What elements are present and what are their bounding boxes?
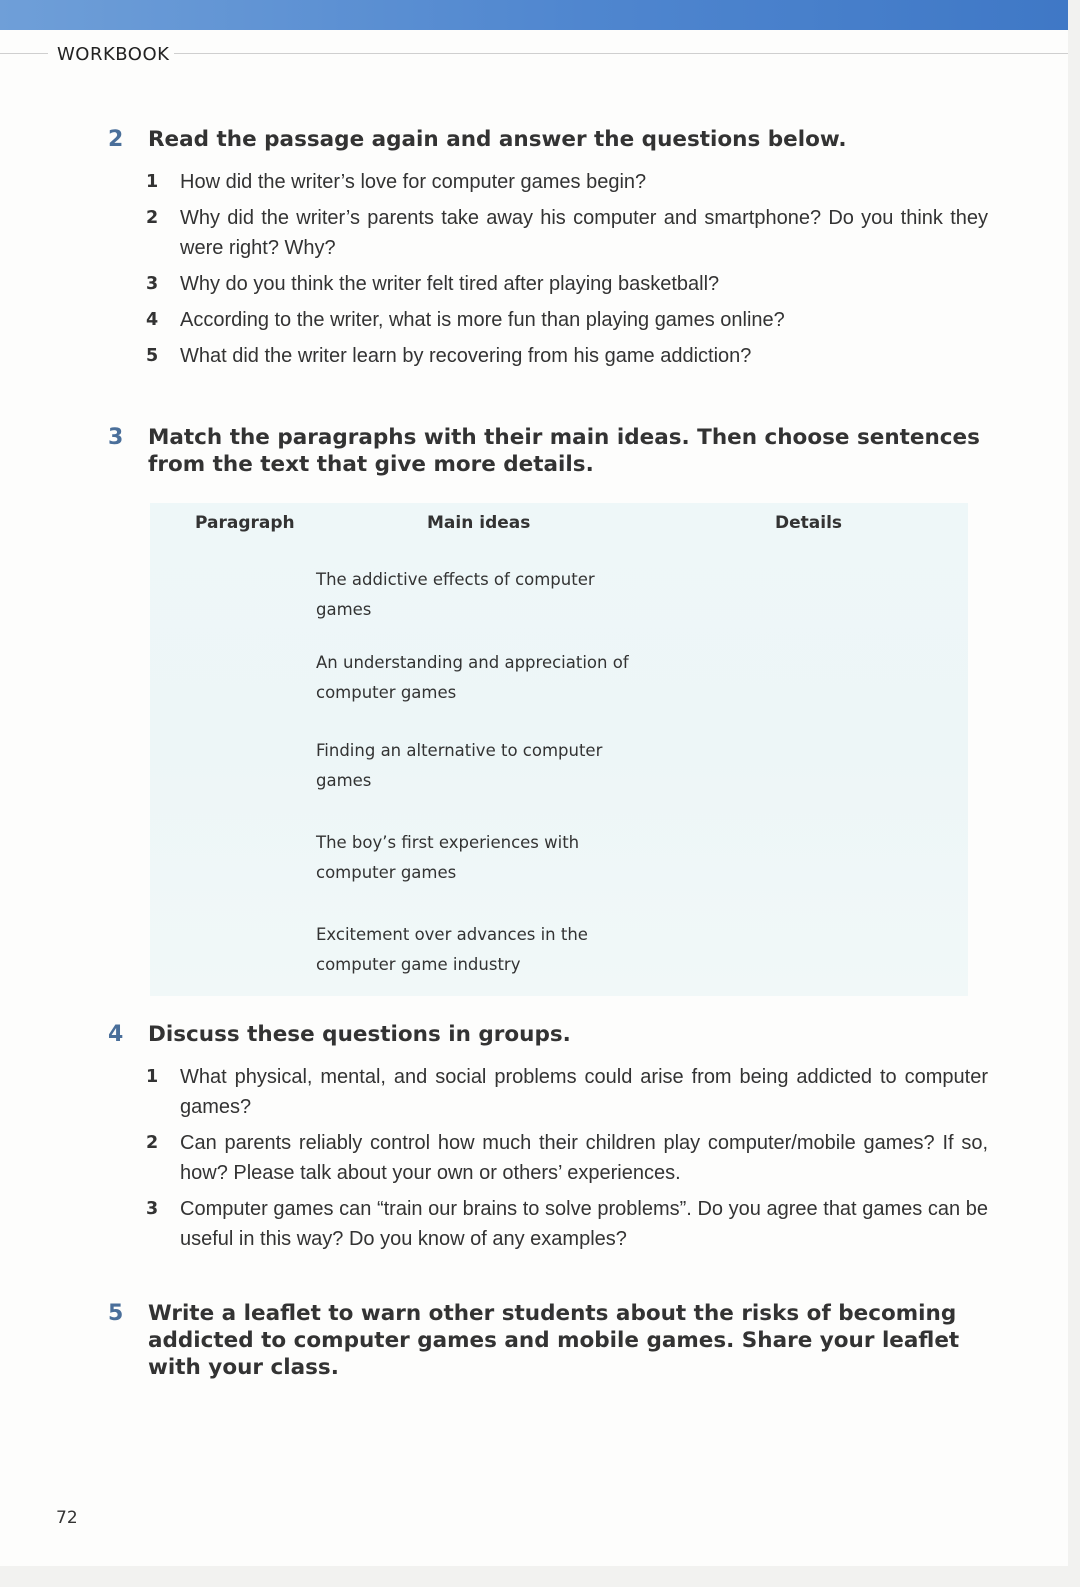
exercise-3-heading bbox=[108, 424, 988, 478]
question-text: What did the writer learn by recovering from his game addiction? bbox=[180, 345, 752, 367]
question-item bbox=[146, 1194, 988, 1254]
matching-table bbox=[150, 503, 968, 996]
exercise-title: Discuss these questions in groups. bbox=[148, 1022, 571, 1047]
workbook-label: WORKBOOK bbox=[57, 44, 170, 65]
exercise-number: 3 bbox=[108, 425, 124, 450]
question-item bbox=[146, 269, 988, 299]
exercise-3 bbox=[108, 424, 988, 478]
header-rule-right bbox=[174, 53, 1068, 54]
question-number: 2 bbox=[146, 1133, 159, 1153]
question-text: How did the writer’s love for computer games begin? bbox=[180, 171, 647, 193]
exercise-5 bbox=[108, 1300, 988, 1381]
question-item bbox=[146, 167, 988, 197]
main-idea-5: Excitement over advances in the computer game industry bbox=[316, 925, 588, 974]
column-header-details: Details bbox=[775, 513, 843, 533]
exercise-5-heading bbox=[108, 1300, 988, 1381]
top-color-bar bbox=[0, 0, 1068, 30]
question-number: 1 bbox=[146, 1067, 159, 1087]
main-idea-3: Finding an alternative to computer games bbox=[316, 741, 603, 790]
column-header-main-ideas: Main ideas bbox=[427, 513, 531, 533]
exercise-title: Match the paragraphs with their main ideas. Then choose sentences from the text that give more details. bbox=[148, 425, 980, 477]
header-rule-left bbox=[0, 53, 48, 54]
question-item bbox=[146, 203, 988, 263]
exercise-number: 5 bbox=[108, 1301, 124, 1326]
question-item bbox=[146, 1062, 988, 1122]
question-item bbox=[146, 1128, 988, 1188]
question-text: According to the writer, what is more fun than playing games online? bbox=[180, 309, 785, 331]
main-idea-1: The addictive effects of computer games bbox=[316, 570, 595, 619]
question-text: What physical, mental, and social problems could arise from being addicted to computer games? bbox=[180, 1066, 988, 1118]
question-text: Why did the writer’s parents take away his computer and smartphone? Do you think they were right? Why? bbox=[180, 207, 988, 259]
exercise-4-questions bbox=[146, 1062, 988, 1254]
question-number: 1 bbox=[146, 172, 159, 192]
question-number: 3 bbox=[146, 1199, 159, 1219]
question-text: Can parents reliably control how much their children play computer/mobile games? If so, how? Please talk about your own or others’ experiences. bbox=[180, 1132, 988, 1184]
question-text: Computer games can “train our brains to solve problems”. Do you agree that games can be useful in this way? Do you know of any examples? bbox=[180, 1198, 988, 1250]
exercise-number: 2 bbox=[108, 127, 124, 152]
question-number: 4 bbox=[146, 310, 159, 330]
exercise-number: 4 bbox=[108, 1022, 124, 1047]
question-item bbox=[146, 341, 988, 371]
exercise-4 bbox=[108, 1021, 988, 1260]
exercise-2-heading bbox=[108, 126, 988, 153]
exercise-2 bbox=[108, 126, 988, 377]
question-number: 5 bbox=[146, 346, 159, 366]
exercise-4-heading bbox=[108, 1021, 988, 1048]
question-number: 3 bbox=[146, 274, 159, 294]
question-number: 2 bbox=[146, 208, 159, 228]
exercise-title: Read the passage again and answer the questions below. bbox=[148, 127, 847, 152]
page-number: 72 bbox=[56, 1508, 78, 1528]
question-item bbox=[146, 305, 988, 335]
main-idea-4: The boy’s first experiences with computer games bbox=[316, 833, 580, 882]
main-idea-2: An understanding and appreciation of computer games bbox=[316, 653, 629, 702]
exercise-2-questions bbox=[146, 167, 988, 371]
question-text: Why do you think the writer felt tired after playing basketball? bbox=[180, 273, 720, 295]
exercise-title: Write a leaflet to warn other students about the risks of becoming addicted to computer games and mobile games. Share your leaflet with your class. bbox=[148, 1301, 960, 1380]
column-header-paragraph: Paragraph bbox=[195, 513, 295, 533]
